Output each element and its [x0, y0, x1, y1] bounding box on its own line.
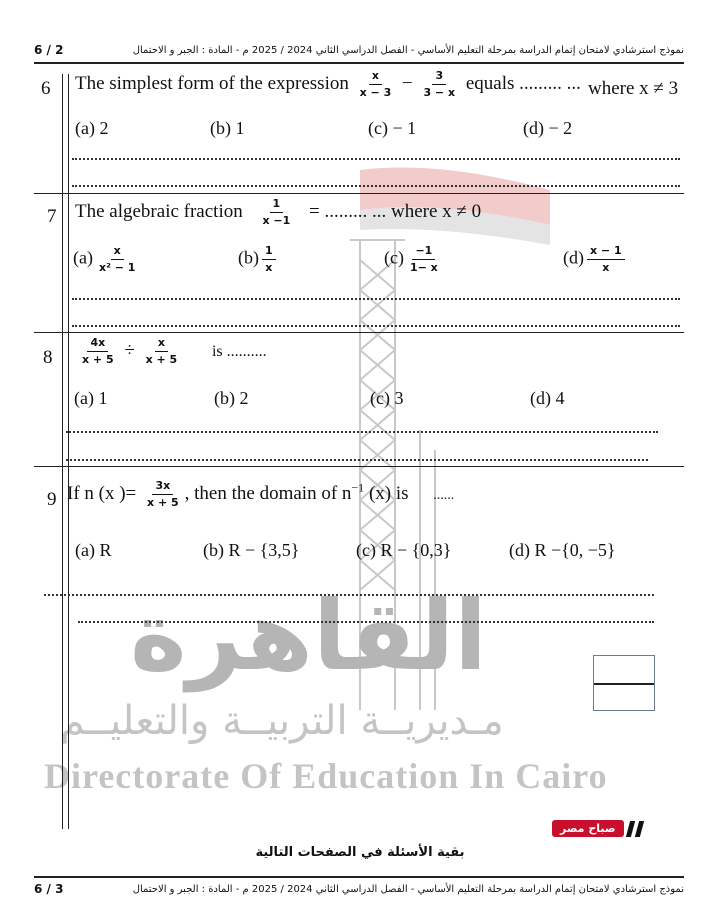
option-a[interactable]: (a) 1 [74, 388, 108, 408]
question-number: 9 [47, 489, 57, 510]
page-header-top [34, 40, 684, 60]
option-fraction: $\frac{1}{x}$ [262, 245, 276, 274]
option-fraction: $\frac{x - 1}{x}$ [587, 245, 625, 274]
question-middle: , then the domain of n [184, 482, 352, 504]
answer-line [72, 298, 680, 300]
watermark-arabic-line: مـديريــة التربيــة والتعليــم [60, 698, 504, 744]
option-a[interactable]: (a) R [75, 540, 112, 560]
question-stem: The algebraic fraction [75, 200, 243, 222]
option-d[interactable]: (d) 4 [530, 388, 565, 408]
option-fraction: $\frac{x}{\text{x² − 1}}$ [98, 244, 136, 275]
logo-text: صباح مصر [552, 820, 624, 837]
inverse-superscript: −1 [351, 480, 365, 495]
divide-sign: ÷ [124, 339, 135, 361]
question-condition: where x ≠ 3 [588, 78, 679, 99]
question-separator [34, 332, 684, 333]
question-stem: The simplest form of the expression [75, 72, 349, 94]
header-rule [34, 62, 684, 64]
answer-line [72, 325, 680, 327]
option-d[interactable]: (d) − 2 [523, 118, 573, 138]
continuation-note: بقية الأسئلة في الصفحات التالية [255, 845, 465, 860]
fraction-1: $\frac{x}{x - 3}$ [359, 69, 392, 100]
question-text [75, 70, 581, 99]
question-tail: = ......... ... where x ≠ 0 [309, 200, 482, 222]
answer-dots: ...... [433, 487, 455, 503]
minus-sign: − [401, 72, 413, 94]
site-logo [552, 820, 642, 837]
question-number: 6 [41, 78, 51, 99]
question-tail: (x) is [364, 482, 409, 504]
option-c[interactable]: (c) $\frac{-1}{1- x}$ [384, 245, 444, 274]
footer-rule [34, 876, 684, 878]
question-text [67, 480, 454, 509]
option-b[interactable]: (b) 2 [214, 388, 249, 408]
grade-box-divider [594, 683, 654, 685]
margin-line-right [68, 74, 69, 829]
question-number: 8 [43, 347, 53, 368]
option-a[interactable]: (a) 2 [75, 118, 109, 138]
option-d[interactable]: (d) R −{0, −5} [509, 540, 616, 560]
answer-line [72, 185, 680, 187]
header-text: نموذج استرشادي لامتحان إتمام الدراسة بمرحلة التعليم الأساسي - الفصل الدراسي الثاني 2024 / 2025 م - المادة : الجبر و الاحتمال [132, 883, 684, 895]
answer-line [66, 459, 648, 461]
option-d[interactable]: (d) $\frac{x - 1}{x}$ [563, 245, 628, 274]
question-text [76, 337, 267, 366]
option-b[interactable]: (b) R − {3,5} [203, 540, 300, 560]
logo-bar-icon [634, 821, 643, 837]
question-separator [34, 466, 684, 467]
page-number: 6 / 2 [34, 43, 64, 57]
watermark-arabic-big: القاهرة [130, 580, 488, 692]
answer-line [44, 594, 654, 596]
option-c[interactable]: (c) − 1 [368, 118, 417, 138]
watermark-english: Directorate Of Education In Cairo [44, 756, 608, 796]
question-number: 7 [47, 206, 57, 227]
fraction: $\frac{1}{x -1}$ [262, 197, 291, 228]
option-c[interactable]: (c) 3 [370, 388, 404, 408]
header-text: نموذج استرشادي لامتحان إتمام الدراسة بمرحلة التعليم الأساسي - الفصل الدراسي الثاني 2024 / 2025 م - المادة : الجبر و الاحتمال [132, 44, 684, 56]
option-c[interactable]: (c) R − {0,3} [356, 540, 452, 560]
question-tail: is .......... [211, 342, 267, 360]
margin-line-left [62, 74, 63, 829]
fraction-1: $\frac{4x}{x + 5}$ [82, 336, 114, 367]
question-text [75, 198, 481, 227]
option-a[interactable]: (a) $\frac{x}{\text{x² − 1}}$ [73, 245, 141, 274]
fraction-2: $\frac{3}{3 - x}$ [423, 69, 456, 100]
question-tail: equals ......... ... [465, 72, 581, 94]
answer-line [66, 431, 658, 433]
question-stem: If n (x )= [67, 482, 137, 504]
option-b[interactable]: (b) 1 [210, 118, 245, 138]
answer-line [78, 621, 654, 623]
fraction: $\frac{3x}{x + 5}$ [147, 479, 179, 510]
fraction-2: $\frac{x}{x + 5}$ [145, 336, 178, 367]
page-header-bottom [34, 879, 684, 899]
page-number: 6 / 3 [34, 882, 64, 896]
grade-box [593, 655, 655, 711]
option-b[interactable]: (b) $\frac{1}{x}$ [238, 245, 279, 274]
option-fraction: $\frac{-1}{1- x}$ [409, 244, 438, 275]
answer-line [72, 158, 680, 160]
question-separator [34, 193, 684, 194]
logo-bar-icon [625, 821, 634, 837]
